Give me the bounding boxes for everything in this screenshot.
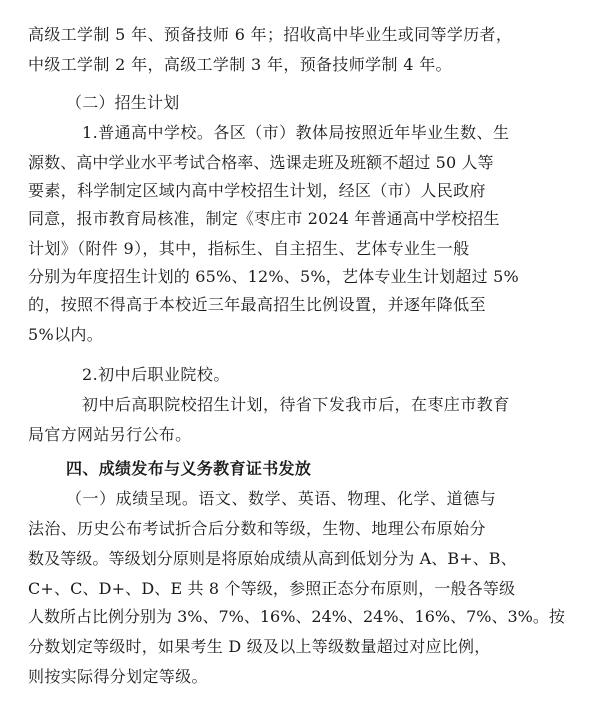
text-line: 高级工学制 5 年、预备技师 6 年；招收高中毕业生或同等学历者，: [28, 25, 513, 44]
text-line: 2.初中后职业院校。: [82, 365, 230, 384]
text-line: 局官方网站另行公布。: [28, 425, 192, 444]
text-line: 同意，报市教育局核准，制定《枣庄市 2024 年普通高中学校招生: [28, 209, 500, 228]
text-line: 分别为年度招生计划的 65%、12%、5%，艺体专业生计划超过 5%: [28, 267, 519, 286]
text-line: 源数、高中学业水平考试合格率、选课走班及班额不超过 50 人等: [28, 153, 494, 172]
text-line: 5%以内。: [28, 325, 104, 344]
text-line: 人数所占比例分别为 3%、7%、16%、24%、24%、16%、7%、3%。按: [28, 607, 565, 626]
text-line: 中级工学制 2 年，高级工学制 3 年，预备技师学制 4 年。: [28, 55, 452, 74]
section-heading: （二）招生计划: [66, 93, 180, 112]
text-line: 法治、历史公布考试折合后分数和等级，生物、地理公布原始分: [28, 519, 486, 538]
text-line: 初中后高职院校招生计划，待省下发我市后，在枣庄市教育: [82, 395, 510, 414]
text-line: 则按实际得分划定等级。: [28, 667, 208, 686]
section-heading: 四、成绩发布与义务教育证书发放: [66, 459, 312, 478]
text-line: （一）成绩呈现。语文、数学、英语、物理、化学、道德与: [66, 489, 497, 508]
text-line: 的，按照不得高于本校近三年最高招生比例设置，并逐年降低至: [28, 295, 486, 314]
text-line: 要素，科学制定区域内高中学校招生计划，经区（市）人民政府: [28, 181, 486, 200]
text-line: 计划》（附件 9），其中，指标生、自主招生、艺体专业生一般: [28, 239, 470, 258]
text-line: 数及等级。等级划分原则是将原始成绩从高到低划分为 A、B+、B、: [28, 549, 517, 568]
text-line: C+、C、D+、D、E 共 8 个等级，参照正态分布原则，一般各等级: [28, 579, 516, 598]
text-line: 1.普通高中学校。各区（市）教体局按照近年毕业生数、生: [82, 123, 510, 142]
text-line: 分数划定等级时，如果考生 D 级及以上等级数量超过对应比例，: [28, 637, 491, 656]
